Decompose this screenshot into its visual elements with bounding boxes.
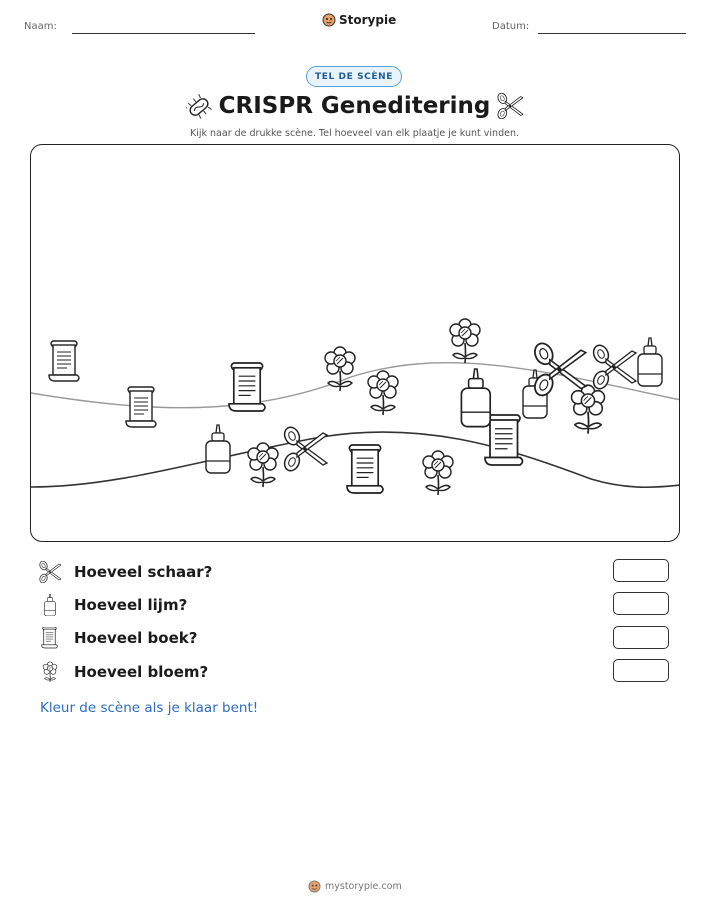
question-scissors — [39, 561, 212, 583]
answer-box-flower[interactable] — [613, 659, 669, 682]
page-title: CRISPR Geneditering — [218, 93, 491, 119]
flower-2 — [368, 371, 398, 415]
glue-icon — [39, 594, 61, 616]
question-text: Hoeveel bloem? — [74, 663, 209, 681]
scissors-3 — [591, 343, 636, 391]
scroll-2 — [126, 387, 156, 427]
date-label: Datum: — [492, 21, 530, 32]
storypie-mascot-icon — [322, 13, 336, 27]
glue-2 — [461, 369, 490, 427]
question-glue — [39, 594, 187, 616]
flower-icon — [39, 661, 61, 683]
flower-6 — [423, 451, 453, 495]
brand-logo — [322, 13, 396, 27]
question-text: Hoeveel schaar? — [74, 563, 213, 581]
answer-box-scissors[interactable] — [613, 559, 669, 582]
name-label: Naam: — [24, 21, 57, 32]
name-line[interactable] — [72, 33, 255, 34]
storypie-mascot-icon — [308, 880, 321, 893]
scissors-title-icon — [497, 93, 523, 119]
scissors-2 — [532, 340, 586, 398]
coloring-instruction: Kleur de scène als je klaar bent! — [40, 700, 259, 716]
question-flower — [39, 661, 208, 683]
count-scene — [30, 144, 680, 542]
date-line[interactable] — [538, 33, 686, 34]
question-scroll — [39, 627, 197, 649]
question-text: Hoeveel boek? — [74, 629, 198, 647]
glue-1 — [206, 425, 230, 473]
scroll-1 — [49, 341, 79, 381]
scissors-icon — [39, 561, 61, 583]
flower-5 — [248, 443, 278, 487]
site-footer — [308, 880, 402, 893]
scroll-icon — [39, 627, 61, 649]
answer-box-scroll[interactable] — [613, 626, 669, 649]
scroll-5 — [347, 445, 383, 493]
brand-name: Storypie — [339, 13, 397, 27]
scroll-3 — [229, 363, 265, 411]
scissors-1 — [282, 425, 327, 473]
glue-4 — [638, 338, 662, 386]
activity-tag: TEL DE SCÈNE — [306, 66, 402, 87]
question-text: Hoeveel lijm? — [74, 596, 188, 614]
flower-1 — [325, 347, 355, 391]
instructions: Kijk naar de drukke scène. Tel hoeveel van elk plaatje je kunt vinden. — [190, 128, 519, 139]
scene-illustration — [31, 145, 680, 542]
flower-4 — [572, 385, 605, 433]
answer-box-glue[interactable] — [613, 592, 669, 615]
site-url: mystorypie.com — [325, 881, 402, 892]
flower-3 — [450, 319, 480, 363]
